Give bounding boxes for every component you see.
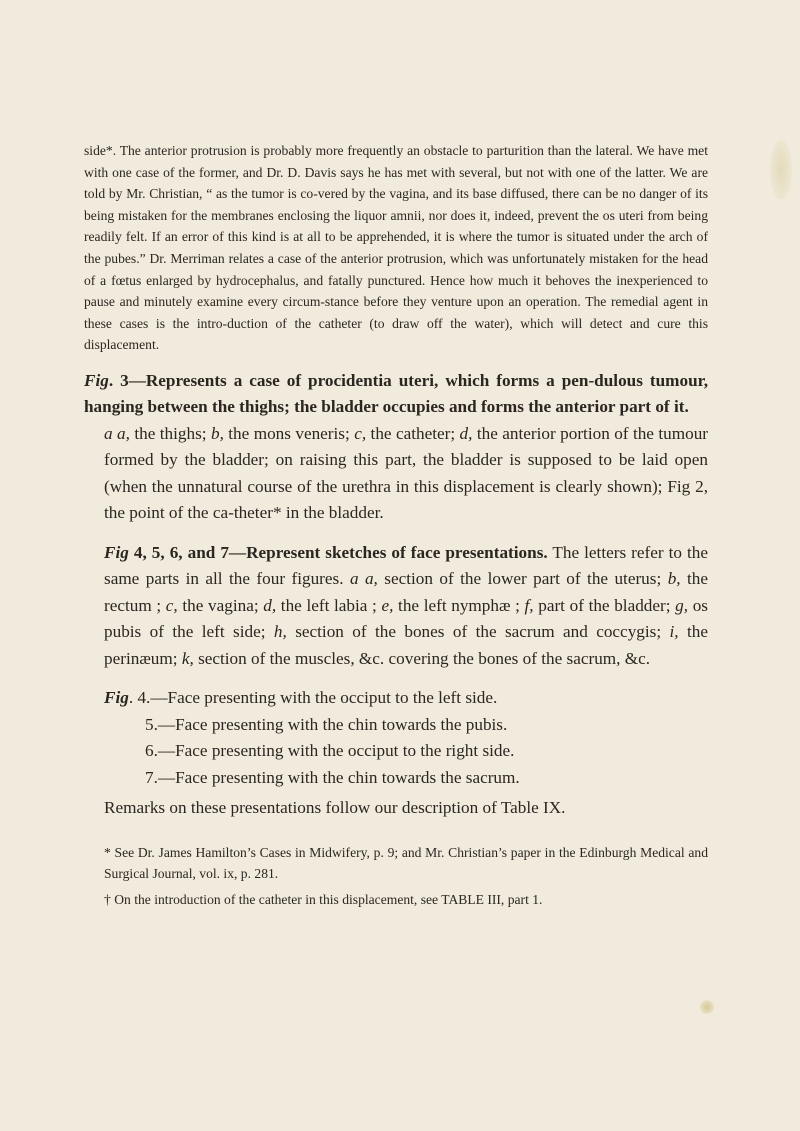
desc-text: part of the bladder; <box>533 595 676 615</box>
fig7-item: 7.—Face presenting with the chin towards the sacrum. <box>145 767 520 787</box>
paper-stain <box>770 140 792 200</box>
footnote-1: * See Dr. James Hamilton’s Cases in Midwifery, p. 9; and Mr. Christian’s paper in the Edinburgh Medical and Surgical Journal, vol. ix, p. 281. <box>104 844 708 882</box>
desc-text: the perinæum; <box>104 622 708 668</box>
fig6-item: 6.—Face presenting with the occiput to the right side. <box>145 741 515 761</box>
letter-label: f, <box>524 595 534 615</box>
letter-label: d, <box>459 423 473 443</box>
fig3-description <box>84 421 708 527</box>
desc-text: the thighs; <box>129 423 211 443</box>
fig3-caption-text: . 3—Represents a case of procidentia uteri, which forms a pen-dulous tumour, hanging between the thighs; the bladder occupies and forms the anterior part of it. <box>84 370 708 417</box>
letter-label: a a, <box>104 423 130 443</box>
desc-text: section of the lower part of the uterus; <box>377 569 668 589</box>
desc-text: the left labia ; <box>276 595 382 615</box>
desc-text: section of the muscles, &c. covering the bones of the sacrum, &c. <box>193 648 651 668</box>
letter-label: b, <box>210 423 224 443</box>
desc-text: the catheter; <box>366 423 460 443</box>
desc-text: the rectum ; <box>104 569 709 615</box>
fig4-text: . 4.—Face presenting with the occiput to the left side. <box>128 688 498 708</box>
fig-label: Fig <box>84 370 109 390</box>
letter-label: b, <box>667 569 681 589</box>
fig-label: Fig <box>104 688 129 708</box>
fig3-caption <box>84 368 708 421</box>
desc-text: The letters refer to the same parts in all the four figures. <box>104 542 708 589</box>
fig4-7-description <box>84 540 708 673</box>
document-page <box>84 140 708 910</box>
letter-label: h, <box>273 622 287 642</box>
remarks: Remarks on these presentations follow our description of Table IX. <box>104 798 566 818</box>
letter-label: d, <box>263 595 277 615</box>
letter-label: c, <box>354 423 367 443</box>
paper-stain <box>700 1000 714 1014</box>
fig5-item: 5.—Face presenting with the chin towards the pubis. <box>145 714 508 734</box>
letter-label: i, <box>669 622 679 642</box>
desc-text: section of the bones of the sacrum and coccygis; <box>286 622 670 642</box>
fig4-item <box>84 685 708 712</box>
desc-text: the left nymphæ ; <box>393 595 525 615</box>
desc-text: the anterior portion of the tumour formed by the bladder; on raising this part, the bladder is supposed to be laid open (when the unnatural course of the urethra in this displacement is clearly shown); Fig 2, the point of the ca-theter* in the bladder. <box>104 423 709 523</box>
desc-text: the vagina; <box>177 595 264 615</box>
paragraph-intro: side*. The anterior protrusion is probably more frequently an obstacle to parturition than the lateral. We have met with one case of the former, and Dr. D. Davis says he has met with several, but not with one of the latter. We are told by Mr. Christian, “ as the tumor is co-vered by the vagina, and its base diffused, there can be no danger of its being mistaken for the membranes enclosing the liquor amnii, nor does it, indeed, prevent the os uteri from being readily felt. If an error of this kind is at all to be apprehended, it is where the tumor is situated under the arch of the pubes.” Dr. Merriman relates a case of the anterior protrusion, which was unfortunately mistaken for the head of a fœtus enlarged by hydrocephalus, and fatally punctured. Hence how much it behoves the inexperienced to pause and minutely examine every circum-stance before they venture upon an operation. The remedial agent in these cases is the intro-duction of the catheter (to draw off the water), which will detect and cure this displacement. <box>84 143 708 353</box>
letter-label: a a, <box>349 569 378 589</box>
letter-label: k, <box>181 648 194 668</box>
fig-label: Fig <box>104 542 129 562</box>
desc-text: os pubis of the left side; <box>104 595 708 642</box>
letter-label: e, <box>381 595 394 615</box>
letter-label: g, <box>675 595 689 615</box>
letter-label: c, <box>165 595 178 615</box>
fig4-7-heading: 4, 5, 6, and 7—Represent sketches of face presentations. <box>128 542 548 562</box>
desc-text: the mons veneris; <box>223 423 355 443</box>
footnote-2: † On the introduction of the catheter in this displacement, see TABLE III, part 1. <box>104 891 543 907</box>
